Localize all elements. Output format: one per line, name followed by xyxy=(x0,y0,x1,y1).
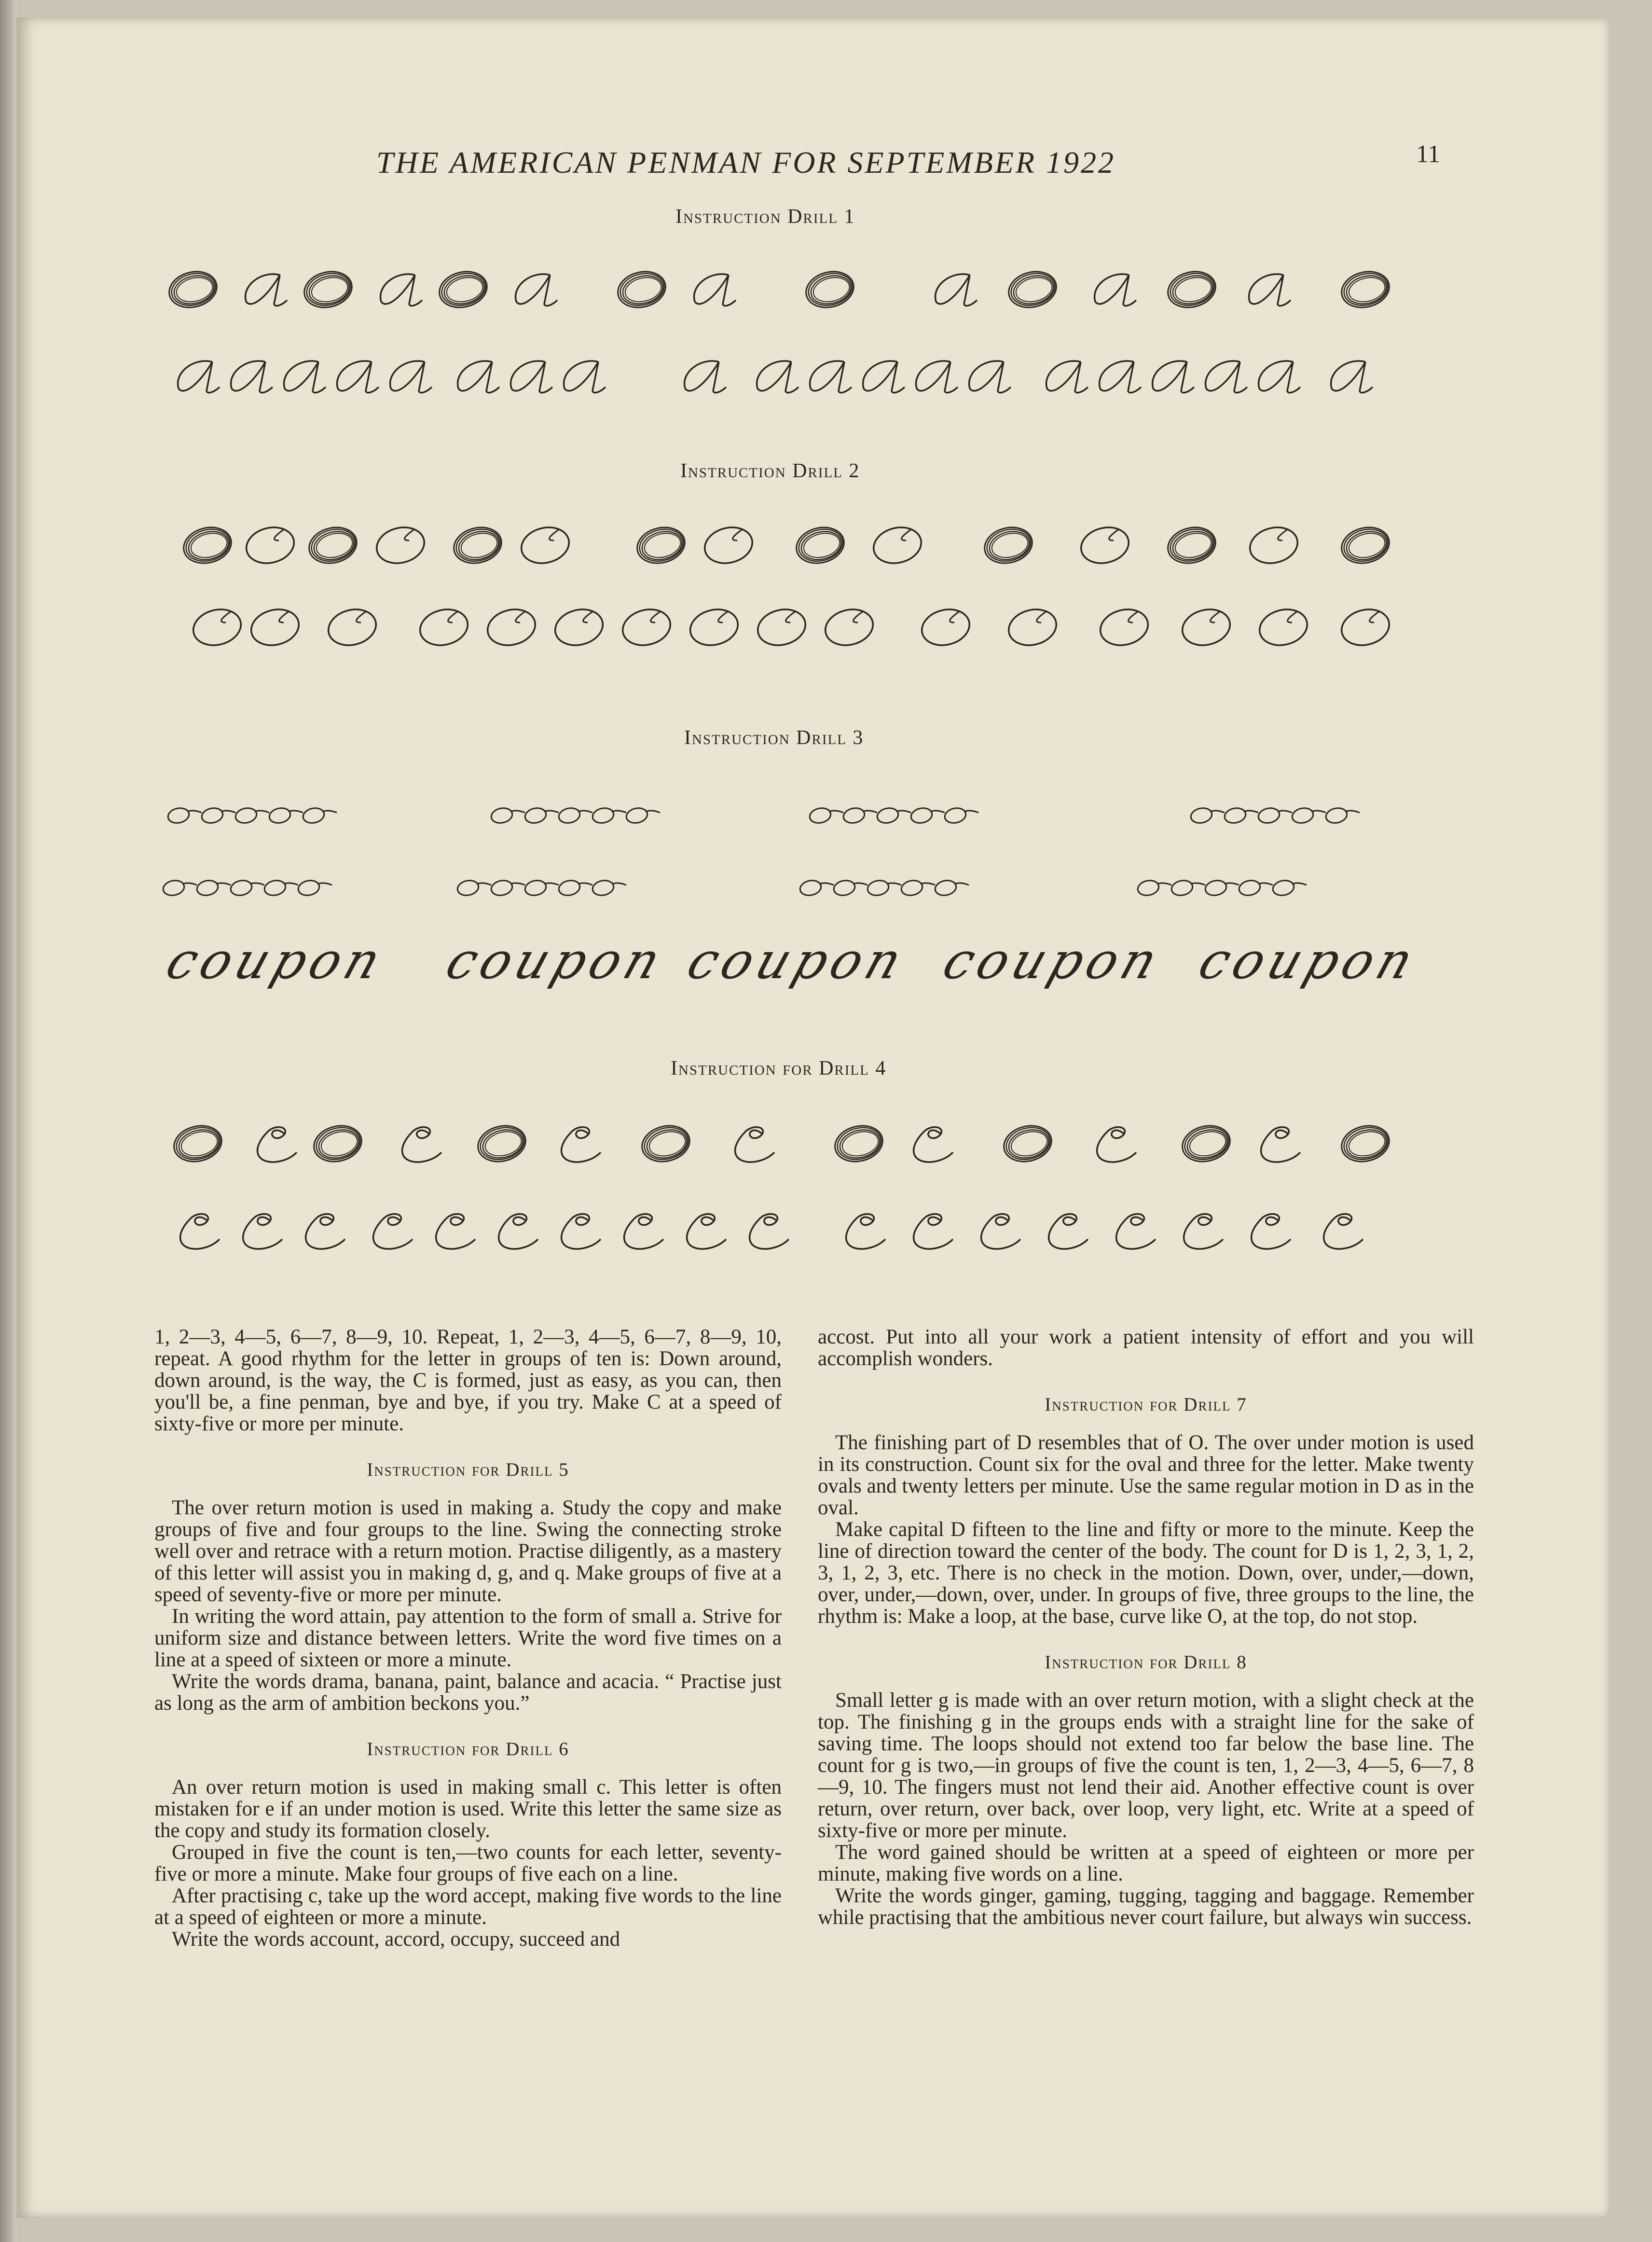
coupon-word-5: coupon xyxy=(1192,931,1425,990)
drill-1-title: Instruction Drill 1 xyxy=(675,206,855,228)
drill-4-text: 1, 2—3, 4—5, 6—7, 8—9, 10. Repeat, 1, 2—3, 4—5, 6—7, 8—9, 10, repeat. A good rhythm for the letter in groups of ten is: Down around, down around, is the way, the C is formed, just as easy, as you can, then you'll be, a fine penman, bye and bye, if you try. Make C at a speed of sixty-five or more per minute. xyxy=(154,1326,782,1435)
drill-3-word-row xyxy=(0,931,1652,989)
coupon-word-4: coupon xyxy=(936,931,1170,990)
drill-8-paragraph-2: The word gained should be written at a speed of eighteen or more per minute, making five words on a line. xyxy=(818,1841,1474,1885)
drill-6-heading: Instruction for Drill 6 xyxy=(367,1739,569,1759)
drill-6-paragraph-1: An over return motion is used in making small c. This letter is often mistaken for e if an under motion is used. Write this letter the same size as the copy and study its formation closely. xyxy=(154,1776,782,1842)
drill-6-paragraph-2: Grouped in five the count is ten,—two counts for each letter, seventy-five or more a minute. Make four groups of five each on a line. xyxy=(154,1841,782,1885)
coupon-word-1: coupon xyxy=(159,931,393,990)
drill-7-heading: Instruction for Drill 7 xyxy=(1045,1394,1247,1415)
coupon-word-2: coupon xyxy=(439,931,673,990)
drill-2-row-1 xyxy=(180,523,1393,568)
drill-8-paragraph-1: Small letter g is made with an over return motion, with a slight check at the top. The finishing g in the groups ends with a straight line for the sake of saving time. The loops should not extend too far below the base line. The count for g is two,—in groups of five the count is ten, 1, 2—3, 4—5, 6—7, 8—9, 10. The fingers must not lend their aid. Another effective count is over return, over return, over back, over loop, very light, etc. Write at a speed of sixty-five or more per minute. xyxy=(818,1689,1474,1842)
drill-4-title: Instruction for Drill 4 xyxy=(671,1057,887,1079)
drill-5-paragraph-1: The over return motion is used in making a. Study the copy and make groups of five and four groups to the line. Swing the connecting stroke well over and retrace with a return motion. Practise diligently, as a mastery of this letter will assist you in making d, g, and q. Make groups of five at a speed of seventy-five or more per minute. xyxy=(154,1496,782,1606)
drill-3-row-1 xyxy=(166,806,1360,825)
drill-6-paragraph-4: Write the words account, accord, occupy, succeed and xyxy=(172,1928,620,1951)
drill-8-paragraph-3: Write the words ginger, gaming, tugging, tagging and baggage. Remember while practising that the ambitious never court failure, but always win success. xyxy=(818,1884,1474,1929)
drill-6-continued: accost. Put into all your work a patient intensity of effort and you will accomplish wonders. xyxy=(818,1326,1474,1370)
drill-4-row-2 xyxy=(180,1214,1363,1249)
drill-2-row-2 xyxy=(190,605,1393,650)
drill-1-row-2 xyxy=(178,361,1373,393)
drill-2-title: Instruction Drill 2 xyxy=(680,460,860,482)
drill-5-paragraph-2: In writing the word attain, pay attention to the form of small a. Strive for uniform size and distance between letters. Write the word five times on a line at a speed of sixteen or more a minute. xyxy=(154,1605,782,1671)
drill-8-heading: Instruction for Drill 8 xyxy=(1045,1652,1247,1673)
drill-1-row-1 xyxy=(165,267,1393,312)
drill-4-row-1 xyxy=(170,1121,1393,1166)
running-title: THE AMERICAN PENMAN FOR SEPTEMBER 1922 xyxy=(376,145,1115,180)
drill-5-heading: Instruction for Drill 5 xyxy=(367,1459,569,1480)
drill-7-paragraph-1: The finishing part of D resembles that of O. The over under motion is used in its construction. Count six for the oval and three for the letter. Make twenty ovals and twenty letters per minute. Use the same regular motion in D as in the oval. xyxy=(818,1431,1474,1519)
right-column xyxy=(818,1326,1474,1928)
page-number: 11 xyxy=(1416,140,1441,168)
drill-3-row-2 xyxy=(162,879,1307,897)
drill-3-title: Instruction Drill 3 xyxy=(684,727,864,749)
drill-7-paragraph-2: Make capital D fifteen to the line and fifty or more to the minute. Keep the line of direction toward the center of the body. The count for D is 1, 2, 3, 1, 2, 3, 1, 2, 3, etc. There is no check in the motion. Down, over, under,—down, over, under,—down, over, under. In groups of five, three groups to the line, the rhythm is: Make a loop, at the base, curve like O, at the top, do not stop. xyxy=(818,1518,1474,1628)
drill-5-paragraph-3: Write the words drama, banana, paint, balance and acacia. “ Practise just as long as the arm of ambition beckons you.” xyxy=(154,1670,782,1715)
left-column xyxy=(154,1326,782,1950)
coupon-word-3: coupon xyxy=(680,931,914,990)
drill-6-paragraph-3: After practising c, take up the word accept, making five words to the line at a speed of eighteen or more a minute. xyxy=(154,1884,782,1929)
